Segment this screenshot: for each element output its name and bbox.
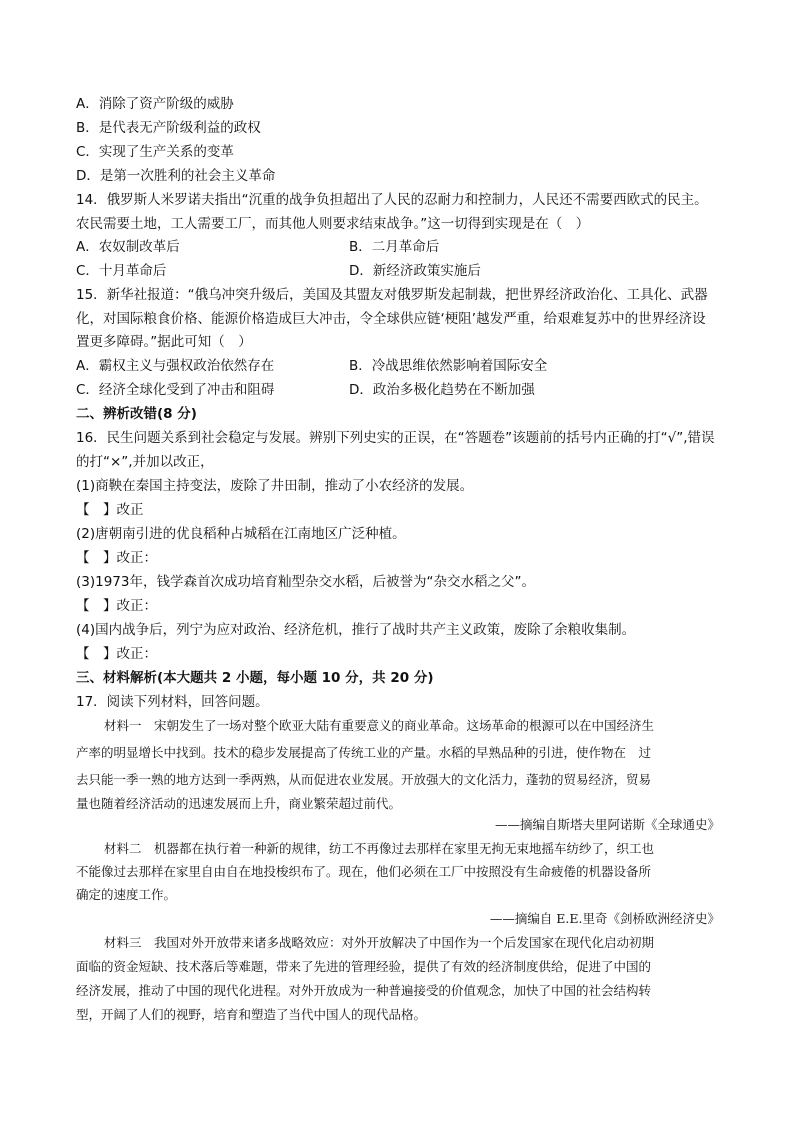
q14-option-b: B．二月革命后 <box>349 239 440 255</box>
material3-line2: 面临的资金短缺、技术落后等难题，带来了先进的管理经验，提供了有效的经济制度供给，促进了中国的 <box>76 959 652 974</box>
q16-answer-blank-2: 【 】改正： <box>76 550 157 566</box>
section3-title: 三、材料解析(本大题共 2 小题，每小题 10 分，共 20 分) <box>76 670 434 686</box>
q16-stem-line2: 的打“×”,并加以改正， <box>76 454 214 470</box>
material2-line1: 材料二 机器都在执行着一种新的规律，纺工不再像过去那样在家里无拘无束地摇车纺纱了，织工也 <box>104 841 655 856</box>
q15-option-d: D．政治多极化趋势在不断加强 <box>349 382 535 398</box>
q16-item-4: (4)国内战争后，列宁为应对政治、经济危机，推行了战时共产主义政策，废除了余粮收集制。 <box>76 622 636 638</box>
material1-line3: 去只能一季一熟的地方达到一季两熟，从而促进农业发展。开放强大的文化活力，蓬勃的贸易经济，贸易 <box>76 772 652 787</box>
q14-option-a: A．农奴制改革后 <box>76 239 180 255</box>
q14-stem-line1: 14．俄罗斯人米罗诺夫指出“沉重的战争负担超出了人民的忍耐力和控制力，人民还不需要西欧式的民主。 <box>76 192 708 208</box>
material1-line4: 量也随着经济活动的迅速发展而上升，商业繁荣超过前代。 <box>76 796 402 811</box>
q15-stem-line2: 化，对国际粮食价格、能源价格造成巨大冲击，令全球供应链‘梗阻’越发严重，给艰难复苏中的世界经济设 <box>76 311 706 327</box>
q15-stem-line1: 15．新华社报道：“俄乌冲突升级后，美国及其盟友对俄罗斯发起制裁，把世界经济政治化、工具化、武器 <box>76 287 708 303</box>
q16-item-2: (2)唐朝南引进的优良稻种占城稻在江南地区广泛种植。 <box>76 526 406 542</box>
material1-source: ——摘编自斯塔夫里阿诺斯《全球通史》 <box>494 817 720 832</box>
q16-item-3: (3)1973年，钱学森首次成功培育籼型杂交水稻，后被誉为“杂交水稻之父”。 <box>76 574 535 590</box>
material2-line2: 不能像过去那样在家里自由自在地投梭织布了。现在，他们必须在工厂中按照没有生命疲倦的机器设备所 <box>76 864 652 879</box>
material3-line4: 型，开阔了人们的视野，培育和塑造了当代中国人的现代品格。 <box>76 1007 427 1022</box>
q14-option-c: C．十月革命后 <box>76 263 167 279</box>
q16-answer-blank-3: 【 】改正： <box>76 598 157 614</box>
q16-stem-line1: 16．民生问题关系到社会稳定与发展。辨别下列史实的正误，在“答题卷”该题前的括号内正确的打“√”,错误 <box>76 430 715 446</box>
q15-stem-line3: 置更多障碍。”据此可知（ ） <box>76 334 252 350</box>
material3-line3: 经济发展，推动了中国的现代化进程。对外开放成为一种普遍接受的价值观念，加快了中国的社会结构转 <box>76 983 652 998</box>
q15-option-c: C．经济全球化受到了冲击和阻碍 <box>76 382 275 398</box>
q15-option-a: A．霸权主义与强权政治依然存在 <box>76 358 275 374</box>
q13-option-b: B．是代表无产阶级利益的政权 <box>76 120 261 136</box>
section2-title: 二、辨析改错(8 分) <box>76 406 197 422</box>
material3-line1: 材料三 我国对外开放带来诸多战略效应：对外开放解决了中国作为一个后发国家在现代化启动初期 <box>104 935 655 950</box>
material1-line2: 产率的明显增长中找到。技术的稳步发展提高了传统工业的产量。水稻的早熟品种的引进，使作物在 过 <box>76 745 652 760</box>
material2-line3: 确定的速度工作。 <box>76 887 177 902</box>
q13-option-d: D．是第一次胜利的社会主义革命 <box>76 168 276 184</box>
q16-answer-blank-4: 【 】改正： <box>76 646 157 662</box>
q16-answer-blank-1: 【 】改正 <box>76 502 144 518</box>
material1-line1: 材料一 宋朝发生了一场对整个欧亚大陆有重要意义的商业革命。这场革命的根源可以在中国经济生 <box>104 718 655 733</box>
q16-item-1: (1)商鞅在秦国主持变法，废除了井田制，推动了小农经济的发展。 <box>76 478 474 494</box>
q13-option-c: C．实现了生产关系的变革 <box>76 144 234 160</box>
q14-option-d: D．新经济政策实施后 <box>349 263 481 279</box>
material2-source: ——摘编自 E.E.里奇《剑桥欧洲经济史》 <box>489 911 720 926</box>
q15-option-b: B．冷战思维依然影响着国际安全 <box>349 358 548 374</box>
q17-stem: 17．阅读下列材料，回答问题。 <box>76 694 269 710</box>
q14-stem-line2: 农民需要土地，工人需要工厂，而其他人则要求结束战争。”这一切得到实现是在（ ） <box>76 216 590 232</box>
q13-option-a: A．消除了资产阶级的威胁 <box>76 96 234 112</box>
